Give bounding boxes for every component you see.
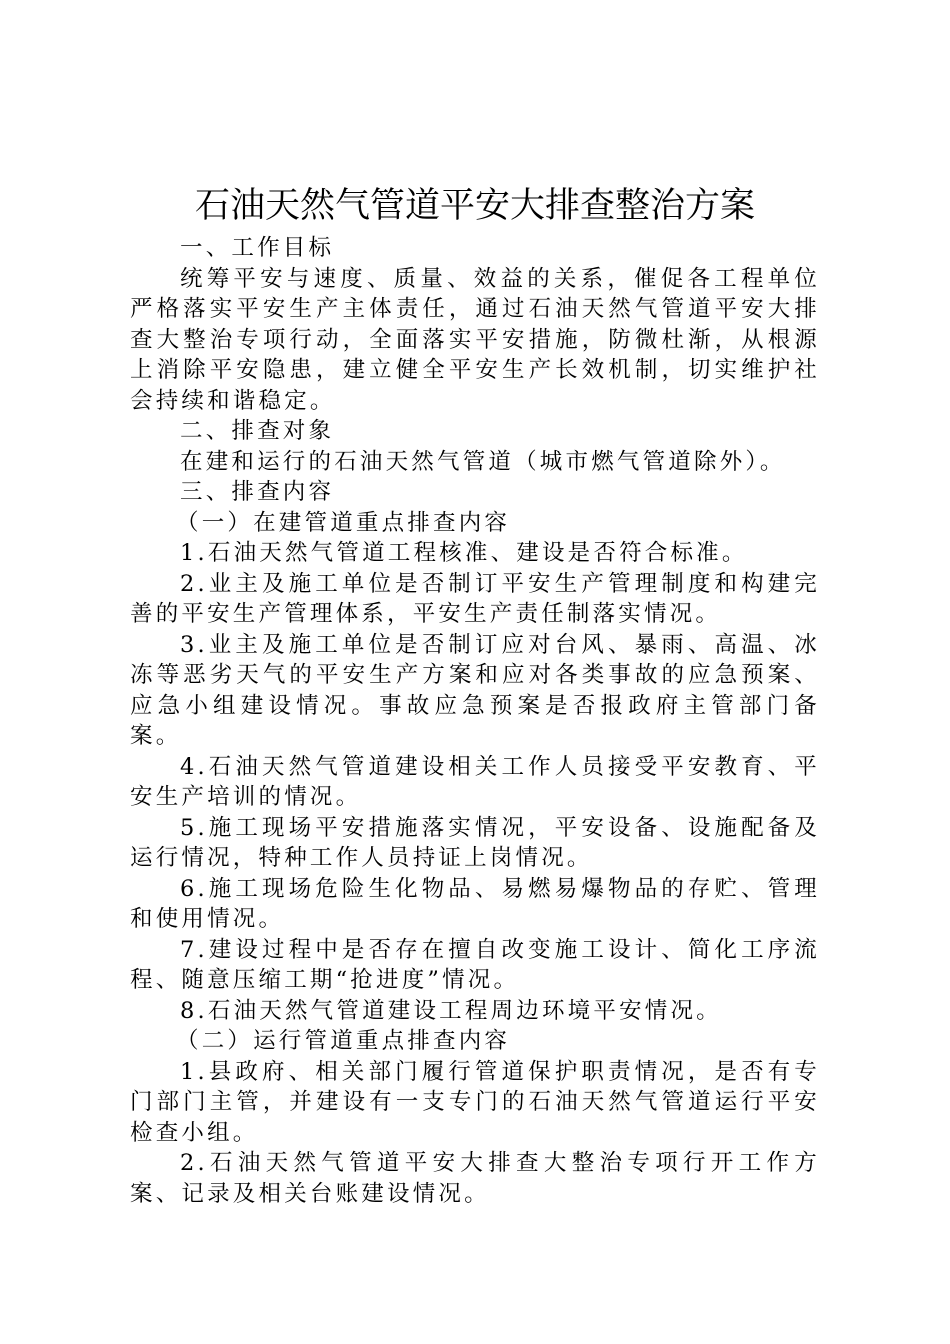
section-heading-content: 三、排查内容	[180, 479, 335, 505]
subsection-heading-construction: （一）在建管道重点排查内容	[176, 509, 511, 536]
list-item-construction-7: 7.建设过程中是否存在擅自改变施工设计、简化工序流程、随意压缩工期“抢进度”情况。	[130, 936, 820, 993]
list-item-construction-6: 6.施工现场危险生化物品、易燃易爆物品的存贮、管理和使用情况。	[130, 875, 820, 932]
section-heading-targets: 二、排查对象	[180, 418, 335, 444]
list-item-operation-1: 1.县政府、相关部门履行管道保护职责情况，是否有专门部门主管，并建设有一支专门的石油天然气管道运行平安检查小组。	[130, 1058, 820, 1146]
paragraph-goal: 统筹平安与速度、质量、效益的关系，催促各工程单位严格落实平安生产主体责任，通过石油天然气管道平安大排查大整治专项行动，全面落实平安措施，防微杜渐，从根源上消除平安隐患，建立健全平安生产长效机制，切实维护社会持续和谐稳定。	[130, 265, 820, 414]
list-item-construction-4: 4.石油天然气管道建设相关工作人员接受平安教育、平安生产培训的情况。	[130, 753, 820, 810]
list-item-construction-8: 8.石油天然气管道建设工程周边环境平安情况。	[180, 997, 722, 1024]
list-item-construction-2: 2.业主及施工单位是否制订平安生产管理制度和构建完善的平安生产管理体系，平安生产责任制落实情况。	[130, 570, 820, 627]
document-body	[130, 233, 820, 1209]
subsection-heading-operation: （二）运行管道重点排查内容	[176, 1028, 511, 1054]
list-item-operation-2: 2.石油天然气管道平安大排查大整治专项行开工作方案、记录及相关台账建设情况。	[130, 1150, 820, 1207]
document-title: 石油天然气管道平安大排查整治方案	[194, 186, 755, 226]
list-item-construction-3: 3.业主及施工单位是否制订应对台风、暴雨、高温、冰冻等恶劣天气的平安生产方案和应对各类事故的应急预案、应急小组建设情况。事故应急预案是否报政府主管部门备案。	[130, 631, 820, 749]
paragraph-targets: 在建和运行的石油天然气管道（城市燃气管道除外）。	[180, 448, 786, 475]
section-heading-goal: 一、工作目标	[180, 235, 335, 261]
list-item-construction-5: 5.施工现场平安措施落实情况，平安设备、设施配备及运行情况，特种工作人员持证上岗情况。	[130, 814, 820, 871]
list-item-construction-1: 1.石油天然气管道工程核准、建设是否符合标准。	[180, 540, 748, 566]
